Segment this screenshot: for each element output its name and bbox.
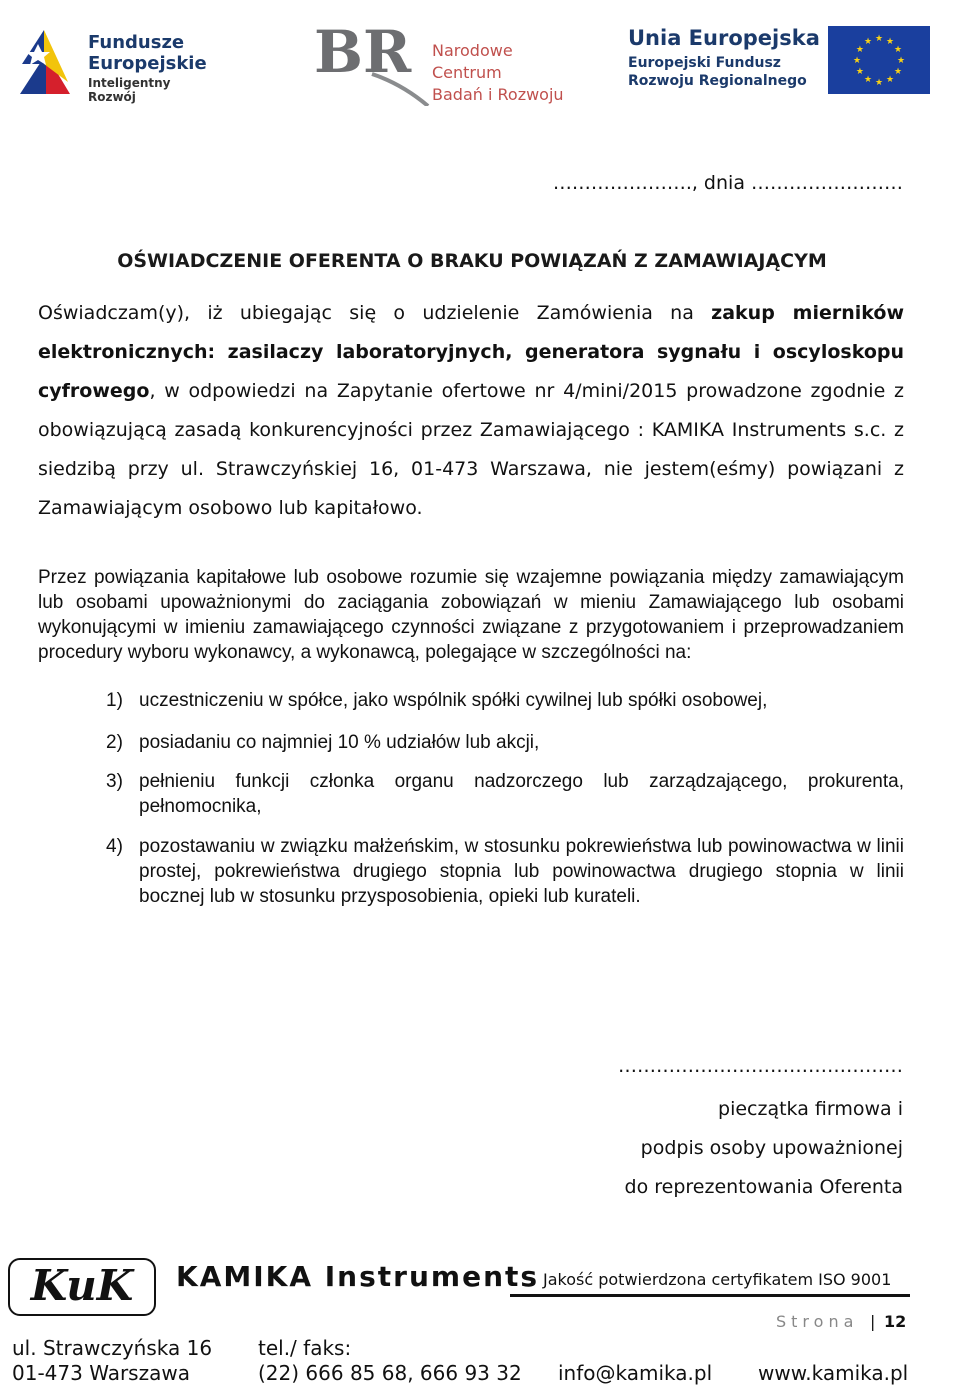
ncbr-line2: Badań i Rozwoju — [432, 85, 564, 104]
list-item-number: 1) — [106, 690, 123, 711]
footer-address-street: ul. Strawczyńska 16 — [12, 1336, 213, 1360]
declaration-subject: zakup mierników elektronicznych: zasilaczy laboratoryjnych, generatora sygnału i oscyloskopu cyfrowego — [38, 302, 904, 402]
signature-line2: podpis osoby upoważnionej — [640, 1137, 903, 1159]
ue-line2: Europejski Fundusz — [628, 55, 781, 71]
eu-star-icon: ★ — [863, 75, 873, 86]
ue-line3: Rozwoju Regionalnego — [628, 73, 807, 89]
definition-paragraph: Przez powiązania kapitałowe lub osobowe rozumie się wzajemne powiązania między zamawiającym lub osobami upoważnionymi do zaciągania zobowiązań w mieniu Zamawiającego lub osobami wykonującymi w imieniu zamawiającego czynności związane z przygotowaniem i przeprowadzaniem procedury wyboru wykonawcy, a wykonawcą, polegające w szczególności na: — [38, 567, 904, 663]
date-line: …………………., dnia …………………… — [552, 172, 903, 194]
declaration-part1: Oświadczam(y), iż ubiegając się o udzielenie Zamówienia na — [38, 302, 712, 324]
list-item-number: 2) — [106, 732, 123, 753]
fe-title-line2: Europejskie — [88, 53, 207, 74]
eu-star-icon: ★ — [874, 34, 884, 44]
list-item-text: pełnieniu funkcji członka organu nadzorczego lub zarządzającego, prokurenta, pełnomocnika, — [139, 771, 904, 817]
fe-subtitle: Inteligentny Rozwój — [88, 76, 171, 104]
eu-flag-icon — [828, 26, 930, 94]
eu-star-icon: ★ — [874, 78, 884, 88]
eu-star-icon: ★ — [855, 45, 864, 55]
list-item-text: uczestniczeniu w spółce, jako wspólnik spółki cywilnej lub spółki osobowej, — [139, 690, 768, 711]
page-title: OŚWIADCZENIE OFERENTA O BRAKU POWIĄZAŃ Z ZAMAWIAJĄCYM — [117, 250, 827, 272]
eu-star-icon: ★ — [894, 67, 903, 77]
unia-europejska-logo — [628, 22, 938, 102]
ue-title: Unia Europejska — [628, 26, 820, 50]
iso-certification: Jakość potwierdzona certyfikatem ISO 9001 — [543, 1270, 892, 1289]
list-item — [106, 834, 904, 909]
eu-star-icon: ★ — [885, 36, 895, 47]
footer-tel-numbers: (22) 666 85 68, 666 93 32 — [258, 1361, 522, 1385]
eu-star-icon: ★ — [852, 56, 862, 66]
list-item-number: 4) — [106, 836, 123, 857]
declaration-part2: , w odpowiedzi na Zapytanie ofertowe nr 4/mini/2015 prowadzone zgodnie z obowiązującą zasadą konkurencyjności przez Zamawiającego : KAMIKA Instruments s.c. z siedzibą przy ul. Strawczyńskiej 16, 01-473 Warszawa, nie jestem(eśmy) powiązani z Zamawiającym osobowo lub kapitałowo. — [38, 380, 904, 519]
eu-star-icon: ★ — [896, 56, 906, 66]
kuk-logo: KuK — [8, 1258, 156, 1316]
list-item-text: pozostawaniu w związku małżeńskim, w stosunku pokrewieństwa lub powinowactwa w linii prostej, pokrewieństwa drugiego stopnia lub powinowactwa drugiego stopnia w linii bocznej lub w stosunku przysposobienia, opieki lub kurateli. — [139, 836, 904, 907]
list-item-text: posiadaniu co najmniej 10 % udziałów lub akcji, — [139, 732, 540, 753]
eu-star-icon: ★ — [855, 67, 864, 77]
page-number: 12 — [884, 1312, 907, 1331]
fundusze-europejskie-logo — [12, 18, 222, 104]
ncbr-logo — [312, 14, 582, 106]
ncbr-mark-icon — [312, 14, 430, 106]
footer-divider — [510, 1294, 910, 1297]
signature-caption — [625, 1090, 903, 1207]
footer-address-city: 01-473 Warszawa — [12, 1361, 190, 1385]
list-item — [106, 730, 904, 755]
ncbr-line1: Narodowe Centrum — [432, 41, 513, 82]
footer-website: www.kamika.pl — [758, 1361, 909, 1385]
declaration-paragraph — [38, 294, 904, 528]
signature-dots: ……………………………………… — [618, 1055, 903, 1077]
eu-star-icon: ★ — [885, 75, 895, 86]
fe-title-line1: Fundusze — [88, 32, 185, 53]
signature-line1: pieczątka firmowa i — [718, 1098, 903, 1120]
list-item — [106, 688, 904, 713]
list-item — [106, 769, 904, 819]
page-separator: | — [870, 1312, 876, 1331]
fe-star-icon — [16, 24, 72, 98]
footer-email: info@kamika.pl — [558, 1361, 713, 1385]
eu-star-icon: ★ — [863, 36, 873, 47]
br-letters: BR — [314, 18, 412, 86]
footer-tel-label: tel./ faks: — [258, 1336, 352, 1360]
list-item-number: 3) — [106, 771, 123, 792]
company-name: KAMIKA Instruments — [176, 1260, 540, 1293]
signature-line3: do reprezentowania Oferenta — [624, 1176, 903, 1198]
eu-star-icon: ★ — [894, 45, 903, 55]
page-label: Strona — [776, 1312, 859, 1331]
